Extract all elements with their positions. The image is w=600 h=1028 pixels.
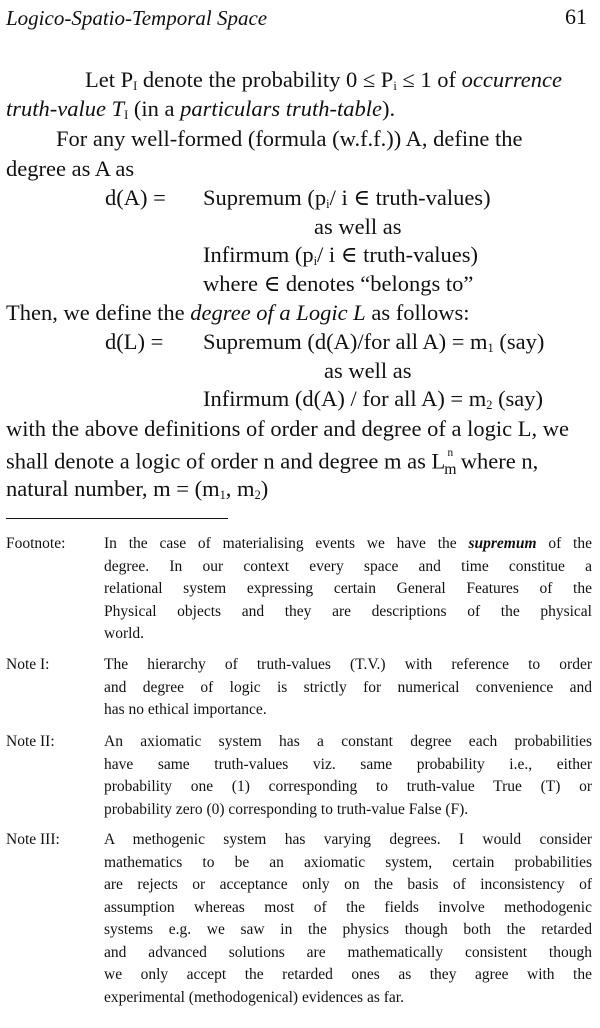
as-well-as-1: as well as <box>314 214 402 239</box>
body-line-4: degree as A as <box>6 156 135 181</box>
footnote-divider <box>6 518 228 519</box>
note-3-text: A methogenic system has varying degrees. I would consider mathematics to be an axiomatic system, certain probabilities are rejects or acceptance only on the basis of inconsistency of assumption whereas most of the fields involve methodogenic systems e.g. we saw in the physics though both the retarded and advanced solutions are mathematically consistent though we only accept the retarded ones as they agree with the experimental (methodogenical) evidences as far. <box>104 831 592 1006</box>
formula-lhs-dL: d(L) = <box>105 329 164 354</box>
body-line-1: Let $P_I$ denote the probability $0 \le P_i \le 1$ of occurrence <box>85 67 562 94</box>
note-1-text: The hierarchy of truth-values (T.V.) with reference to order and degree of logic is strictly for numerical convenience and has no ethical importance. <box>104 656 592 718</box>
body-line-degree-logic: Then, we define the degree of a Logic L as follows: <box>6 300 470 325</box>
formula-supremum-dA: Supremum ($p_i/$ i ∈ truth-values) <box>203 185 491 212</box>
footnote-label: Footnote: <box>6 535 66 552</box>
note-3-label: Note III: <box>6 831 60 848</box>
footnote-text: In the case of materialising events we have the supremum of the degree. In our context every space and time constitue a relational system expressing certain General Features of the Physical objects and they are descriptions of the physical world. <box>104 535 592 642</box>
running-header-title: Logico-Spatio-Temporal Space <box>6 6 268 30</box>
note-2-text: An axiomatic system has a constant degree each probabilities have same truth-values viz. same probability i.e., either probability one (1) corresponding to truth-value True (T) or probability zero (0) corresponding to truth-value False (F). <box>104 733 592 818</box>
body-line-13: with the above definitions of order and degree of a logic L, we <box>6 416 569 441</box>
body-line-14: shall denote a logic of order n and degree m as $L_m^n$ where n, <box>6 447 539 478</box>
page-number: 61 <box>565 4 587 29</box>
body-line-3: For any well-formed (formula (w.f.f.)) A, define the <box>56 126 523 151</box>
formula-infirmum-dL: Infirmum (d(A) / for all $A) = m_2$ (say) <box>203 386 544 413</box>
as-well-as-2: as well as <box>324 358 412 383</box>
body-line-15: natural number, $m = (m_1$, $m_2$) <box>6 476 269 503</box>
note-1-label: Note I: <box>6 656 50 673</box>
belongs-to-note: where ∈ denotes “belongs to” <box>203 271 474 296</box>
body-line-2: truth-value $T_I$ (in a particulars truth-table). <box>6 96 396 123</box>
formula-supremum-dL: Supremum (d(A)/for all $A) = m_1$ (say) <box>203 329 545 356</box>
formula-lhs-dA: d(A) = <box>105 185 166 210</box>
note-2-label: Note II: <box>6 733 55 750</box>
formula-infirmum-dA: Infirmum ($p_i/$ i ∈ truth-values) <box>203 242 479 269</box>
